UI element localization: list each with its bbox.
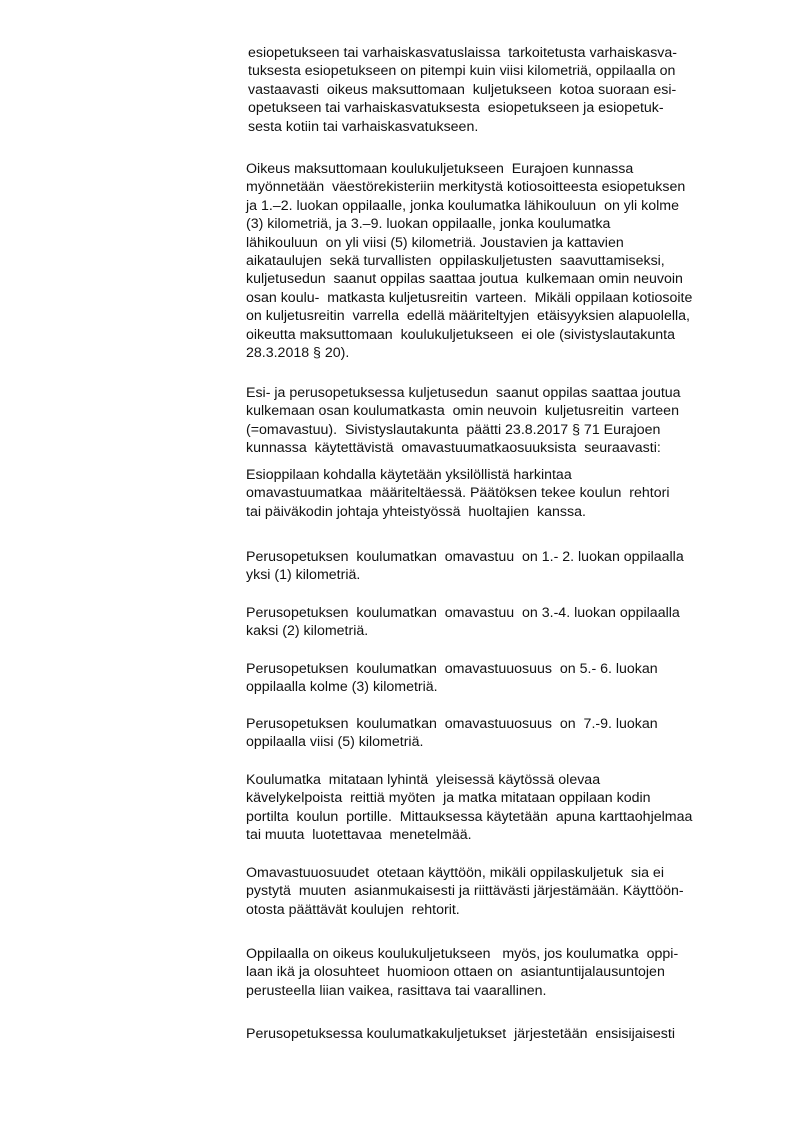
text-line: osan koulu- matkasta kuljetusreitin varteen. Mikäli oppilaan kotiosoite — [246, 289, 693, 306]
text-line: kävelykelpoista reittiä myöten ja matka mitataan oppilaan kodin — [246, 790, 651, 807]
text-line: esiopetukseen tai varhaiskasvatuslaissa tarkoitetusta varhaiskasva- — [248, 45, 677, 61]
text-line: oppilaalla viisi (5) kilometriä. — [246, 734, 424, 751]
text-line: oppilaalla kolme (3) kilometriä. — [246, 679, 438, 696]
text-line: tai päiväkodin johtaja yhteistyössä huoltajien kanssa. — [246, 503, 586, 520]
text-line: vastaavasti oikeus maksuttomaan kuljetukseen kotoa suoraan esi- — [248, 81, 677, 98]
paragraph-grades-1-2 — [246, 548, 746, 585]
text-line: kuljetusedun saanut oppilas saattaa joutua kulkemaan omin neuvoin — [246, 271, 683, 288]
paragraph-self-responsibility-adoption — [246, 864, 746, 919]
paragraph-self-responsibility-intro — [246, 384, 746, 458]
paragraph-transport-arrangement — [246, 1025, 746, 1043]
text-line: 28.3.2018 § 20). — [246, 345, 350, 362]
text-line: on kuljetusreitin varrella edellä määriteltyjen etäisyyksien alapuolella, — [246, 308, 690, 325]
text-line: omavastuumatkaa määriteltäessä. Päätöksen tekee koulun rehtori — [246, 485, 670, 502]
text-line: portilta koulun portille. Mittauksessa käytetään apuna karttaohjelmaa — [246, 808, 693, 825]
text-line: Oikeus maksuttomaan koulukuljetukseen Eurajoen kunnassa — [246, 161, 634, 177]
paragraph-grades-5-6 — [246, 660, 746, 697]
text-line: perusteella liian vaikea, rasittava tai vaarallinen. — [246, 982, 547, 999]
paragraph-preschool-discretion — [246, 466, 746, 521]
text-line: tai muuta luotettavaa menetelmää. — [246, 827, 472, 844]
text-line: sesta kotiin tai varhaiskasvatukseen. — [248, 118, 479, 135]
paragraph-free-transport-right — [246, 160, 746, 362]
text-line: opetukseen tai varhaiskasvatuksesta esiopetukseen ja esiopetuk- — [248, 100, 664, 117]
text-line: Oppilaalla on oikeus koulukuljetukseen myös, jos koulumatka oppi- — [246, 946, 679, 962]
text-line: Perusopetuksessa koulumatkakuljetukset järjestetään ensisijaisesti — [246, 1026, 675, 1042]
text-line: Esi- ja perusopetuksessa kuljetusedun saanut oppilas saattaa joutua — [246, 385, 681, 401]
paragraph-dangerous-route — [246, 945, 746, 1000]
text-line: (=omavastuu). Sivistyslautakunta päätti 23.8.2017 § 71 Eurajoen — [246, 421, 661, 438]
text-line: aikataulujen sekä turvallisten oppilaskuljetusten saavuttamiseksi, — [246, 253, 665, 270]
text-line: ja 1.–2. luokan oppilaalle, jonka koulumatka lähikouluun on yli kolme — [246, 197, 679, 214]
text-line: Omavastuuosuudet otetaan käyttöön, mikäli oppilaskuljetuk sia ei — [246, 865, 664, 881]
text-line: tuksesta esiopetukseen on pitempi kuin viisi kilometriä, oppilaalla on — [248, 63, 676, 80]
text-line: kaksi (2) kilometriä. — [246, 623, 369, 640]
paragraph-grades-7-9 — [246, 715, 746, 752]
text-line: laan ikä ja olosuhteet huomioon ottaen on asiantuntijalausuntojen — [246, 964, 665, 981]
paragraph-preschool-transport — [248, 44, 748, 136]
text-line: Perusopetuksen koulumatkan omavastuu on 3.-4. luokan oppilaalla — [246, 605, 680, 621]
text-line: oikeutta maksuttomaan koulukuljetukseen ei ole (sivistyslautakunta — [246, 326, 676, 343]
text-line: otosta päättävät koulujen rehtorit. — [246, 901, 460, 918]
text-line: kunnassa käytettävistä omavastuumatkaosuuksista seuraavasti: — [246, 440, 661, 457]
text-line: Koulumatka mitataan lyhintä yleisessä käytössä olevaa — [246, 772, 601, 788]
text-line: yksi (1) kilometriä. — [246, 567, 361, 584]
text-line: pystytä muuten asianmukaisesti ja riittävästi järjestämään. Käyttöön- — [246, 883, 684, 900]
text-line: Perusopetuksen koulumatkan omavastuuosuus on 5.- 6. luokan — [246, 661, 658, 677]
paragraph-distance-measurement — [246, 771, 746, 845]
paragraph-grades-3-4 — [246, 604, 746, 641]
text-line: Perusopetuksen koulumatkan omavastuuosuus on 7.-9. luokan — [246, 716, 658, 732]
text-line: Esioppilaan kohdalla käytetään yksilöllistä harkintaa — [246, 467, 572, 483]
text-line: myönnetään väestörekisteriin merkitystä kotiosoitteesta esiopetuksen — [246, 179, 686, 196]
text-line: (3) kilometriä, ja 3.–9. luokan oppilaalle, jonka koulumatka — [246, 216, 611, 233]
text-line: Perusopetuksen koulumatkan omavastuu on 1.- 2. luokan oppilaalla — [246, 549, 684, 565]
text-line: lähikouluun on yli viisi (5) kilometriä. Joustavien ja kattavien — [246, 234, 624, 251]
text-line: kulkemaan osan koulumatkasta omin neuvoin kuljetusreitin varteen — [246, 403, 679, 420]
